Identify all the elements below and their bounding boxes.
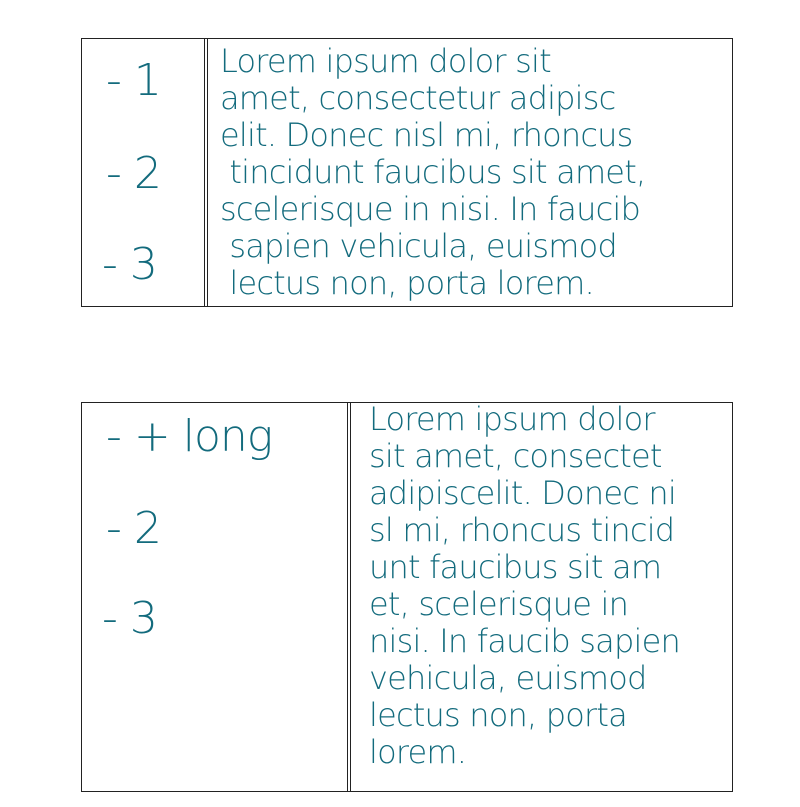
- text-line-7: lectus non, porta lorem.: [220, 264, 594, 302]
- list-item-3: - 3: [102, 593, 157, 644]
- list-item-1: - + long: [106, 411, 273, 462]
- text-line-6: sapien vehicula, euismod: [220, 227, 617, 265]
- list-item-3: - 3: [102, 239, 157, 290]
- text-line-10: lorem.: [369, 733, 467, 771]
- text-block-2: [81, 402, 733, 792]
- text-line-9: lectus non, porta: [369, 696, 627, 734]
- text-line-5: scelerisque in nisi. In faucib: [220, 190, 640, 228]
- text-line-5: unt faucibus sit am: [369, 548, 662, 586]
- list-item-2: - 2: [106, 503, 161, 554]
- text-line-1: Lorem ipsum dolor: [369, 400, 655, 438]
- column-divider: [204, 39, 208, 306]
- text-line-3: elit. Donec nisl mi, rhoncus: [220, 116, 633, 154]
- text-line-8: vehicula, euismod: [369, 659, 647, 697]
- text-line-7: nisi. In faucib sapien: [369, 622, 680, 660]
- text-line-4: tincidunt faucibus sit amet,: [220, 153, 646, 191]
- text-line-4: sl mi, rhoncus tincid: [369, 511, 675, 549]
- text-line-2: amet, consectetur adipisc: [220, 79, 616, 117]
- list-item-1: - 1: [106, 55, 161, 106]
- text-block-1: [81, 38, 733, 307]
- text-line-3: adipiscelit. Donec ni: [369, 474, 676, 512]
- column-divider: [347, 403, 351, 791]
- list-item-2: - 2: [106, 148, 161, 199]
- text-line-6: et, scelerisque in: [369, 585, 629, 623]
- text-line-1: Lorem ipsum dolor sit: [220, 42, 551, 80]
- text-line-2: sit amet, consectet: [369, 437, 662, 475]
